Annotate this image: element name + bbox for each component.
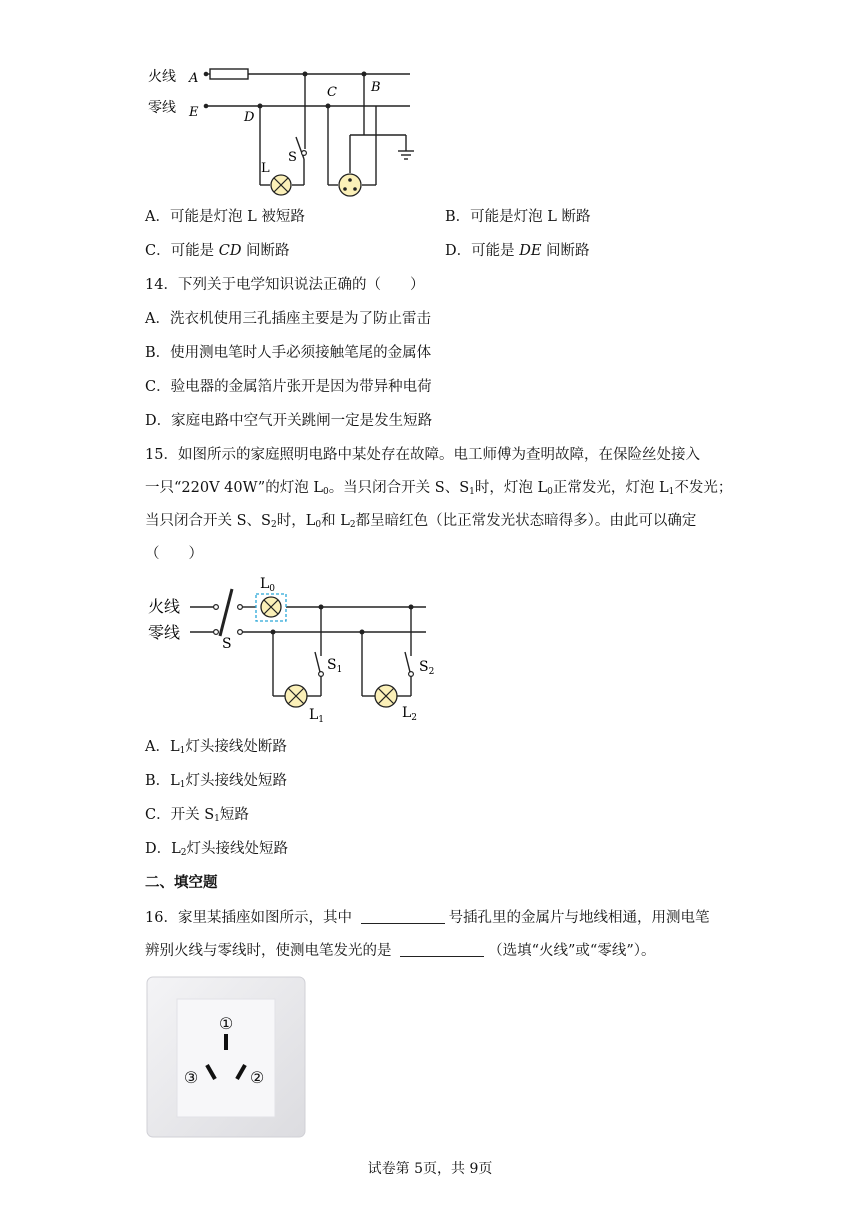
q13-option-d-var: DE: [519, 243, 542, 259]
q15-sub: 2: [349, 520, 356, 530]
q15-option-b-sub: 1: [179, 780, 186, 790]
q13-option-b-text: B．可能是灯泡 L 断路: [445, 209, 591, 225]
hole-2-label: ②: [249, 1068, 265, 1087]
q13-option-d[interactable]: [445, 241, 590, 261]
switch-s-label: S: [222, 636, 232, 652]
q16-blank-2[interactable]: [400, 942, 484, 957]
q15-sub: 0: [547, 487, 553, 497]
q13-option-b[interactable]: [445, 207, 591, 227]
q15-text: 。当只闭合开关 S、S: [328, 480, 470, 496]
q13-option-c-pre: C．可能是: [145, 243, 219, 259]
q13-option-c-post: 间断路: [241, 243, 290, 259]
q15-stem-line2: [145, 478, 732, 502]
q15-option-c-text: C．开关 S: [145, 807, 215, 823]
lamp-l1-label: $L_1$: [309, 707, 325, 725]
hole-1-slot: [224, 1034, 228, 1050]
q15-text: 不发光；: [674, 480, 733, 496]
q14-option-d[interactable]: D．家庭电路中空气开关跳闸一定是发生短路: [145, 413, 433, 429]
q13-option-a[interactable]: [145, 207, 305, 227]
q15-option-a-text: A．L: [145, 739, 180, 755]
q15-text: 当只闭合开关 S、S: [145, 513, 271, 529]
point-c-label: C: [327, 85, 337, 100]
point-a-label: A: [189, 71, 199, 86]
q15-stem-line1: 15．如图所示的家庭照明电路中某处存在故障。电工师傅为查明故障，在保险丝处接入: [145, 447, 700, 463]
section-title-fill-in: 二、填空题: [145, 875, 218, 891]
q15-option-d-text: D．L: [145, 841, 181, 857]
socket-icon: [339, 174, 361, 196]
q15-text: 一只“220V 40W”的灯泡 L: [145, 480, 323, 496]
q15-text: 都呈暗红色（比正常发光状态暗得多）。由此可以确定: [355, 513, 697, 529]
q13-option-a-text: A．可能是灯泡 L 被短路: [145, 209, 305, 225]
q15-option-c-sub: 1: [214, 814, 220, 824]
q14-option-c[interactable]: C．验电器的金属箔片张开是因为带异种电荷: [145, 379, 432, 395]
lamp-l0-label: $L_0$: [260, 576, 276, 594]
q15-text: 时，灯泡 L: [474, 480, 548, 496]
q15-option-a[interactable]: [145, 737, 287, 761]
switch-s-label: S: [288, 150, 297, 165]
q13-option-c-var: CD: [218, 243, 242, 259]
q16-text: （选填“火线”或“零线”）。: [488, 943, 656, 959]
q15-text: 和 L: [321, 513, 350, 529]
switch-s1-label: $S_1$: [327, 657, 343, 675]
live-wire-label: 火线: [148, 597, 181, 616]
q13-option-d-post: 间断路: [541, 243, 590, 259]
q15-sub: 1: [469, 487, 475, 497]
q15-text: 时，L: [276, 513, 316, 529]
q15-option-b-text2: 灯头接线处短路: [185, 773, 288, 789]
q14-option-b[interactable]: B．使用测电笔时人手必须接触笔尾的金属体: [145, 345, 432, 361]
q15-sub: 2: [270, 520, 277, 530]
q15-sub: 1: [668, 487, 675, 497]
switch-s2-label: $S_2$: [419, 659, 435, 677]
neutral-wire-label: 零线: [148, 623, 181, 642]
lamp-l-label: L: [261, 161, 270, 176]
fuse: [210, 69, 248, 79]
page-footer: 试卷第 5页，共 9页: [367, 1161, 493, 1177]
hole-1-label: ①: [218, 1014, 234, 1033]
point-e-label: E: [189, 105, 199, 120]
live-wire-label: 火线: [148, 69, 176, 85]
point-b-label: B: [371, 80, 381, 95]
lamp-l2-label: $L_2$: [402, 705, 418, 723]
socket-photo: [147, 977, 305, 1137]
q15-option-d-text2: 灯头接线处短路: [186, 841, 288, 857]
q13-option-d-pre: D．可能是: [445, 243, 520, 259]
q15-option-c[interactable]: [145, 805, 249, 829]
q16-stem-line1: [145, 908, 710, 928]
hole-3-label: ③: [183, 1068, 199, 1087]
q15-option-b-text: B．L: [145, 773, 180, 789]
q13-option-c[interactable]: [145, 241, 290, 261]
q14-stem: 14．下列关于电学知识说法正确的（ ）: [145, 277, 425, 293]
lamp-l1-icon: [285, 685, 307, 707]
circuit-figure-2: [140, 572, 440, 727]
q15-option-a-text2: 灯头接线处断路: [185, 739, 287, 755]
point-d-label: D: [244, 110, 255, 125]
q15-text: 正常发光，灯泡 L: [552, 480, 669, 496]
neutral-wire-label: 零线: [148, 100, 176, 116]
q15-sub: 0: [315, 520, 322, 530]
q16-text: 16．家里某插座如图所示，其中: [145, 910, 357, 926]
q15-option-a-sub: 1: [179, 746, 186, 756]
q16-blank-1[interactable]: [361, 909, 445, 924]
q16-stem-line2: [145, 941, 656, 961]
circuit-figure-1: [140, 55, 430, 200]
q15-stem-line3: [145, 511, 696, 535]
lamp-l0-icon: [261, 597, 281, 617]
q15-option-c-text2: 短路: [219, 807, 249, 823]
lamp-l2-icon: [375, 685, 397, 707]
q16-text: 号插孔里的金属片与地线相通，用测电笔: [448, 910, 710, 926]
q15-option-d-sub: 2: [180, 848, 187, 858]
q15-sub: 0: [322, 487, 329, 497]
q16-text: 辨别火线与零线时，使测电笔发光的是: [145, 943, 397, 959]
q15-answer-bracket: （ ）: [145, 546, 203, 562]
q15-option-b[interactable]: [145, 771, 287, 795]
q15-option-d[interactable]: [145, 839, 288, 863]
q14-option-a[interactable]: A．洗衣机使用三孔插座主要是为了防止雷击: [145, 311, 431, 327]
lamp-l-icon: [271, 175, 291, 195]
